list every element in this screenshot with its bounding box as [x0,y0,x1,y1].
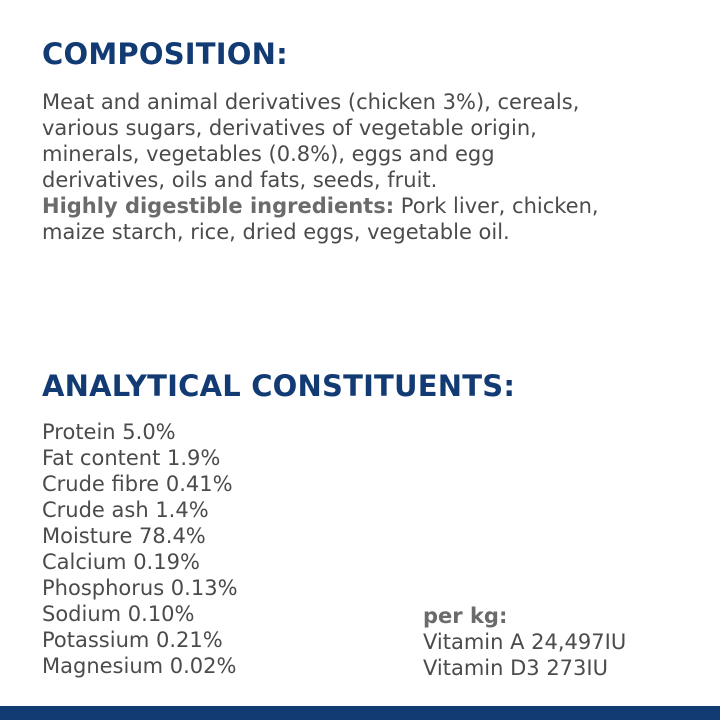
list-item: Crude fibre 0.41% [42,472,233,496]
list-item: Sodium 0.10% [42,602,195,626]
list-item: Moisture 78.4% [42,524,206,548]
list-item: Magnesium 0.02% [42,654,237,678]
composition-ingredients: Meat and animal derivatives (chicken 3%), cereals, various sugars, derivatives of vegetable origin, minerals, vegetables (0.8%), eggs and egg derivatives, oils and fats, seeds, fruit. [42,90,580,192]
composition-text [42,89,690,245]
composition-heading: COMPOSITION: [42,37,288,71]
digestible-ingredients-text: Pork liver, chicken, maize starch, rice, dried eggs, vegetable oil. [42,194,599,244]
per-kg-title: per kg: [423,604,508,628]
vitamin-d3: Vitamin D3 273IU [423,656,608,680]
list-item: Fat content 1.9% [42,446,221,470]
bottom-bar [0,706,720,720]
vitamin-a: Vitamin A 24,497IU [423,630,627,654]
list-item: Potassium 0.21% [42,628,223,652]
list-item: Crude ash 1.4% [42,498,209,522]
list-item: Phosphorus 0.13% [42,576,238,600]
composition-section [42,37,690,245]
digestible-ingredients-label: Highly digestible ingredients: [42,194,395,218]
per-kg-block [423,603,626,681]
list-item: Calcium 0.19% [42,550,200,574]
analytical-heading: ANALYTICAL CONSTITUENTS: [42,369,516,403]
list-item: Protein 5.0% [42,420,176,444]
